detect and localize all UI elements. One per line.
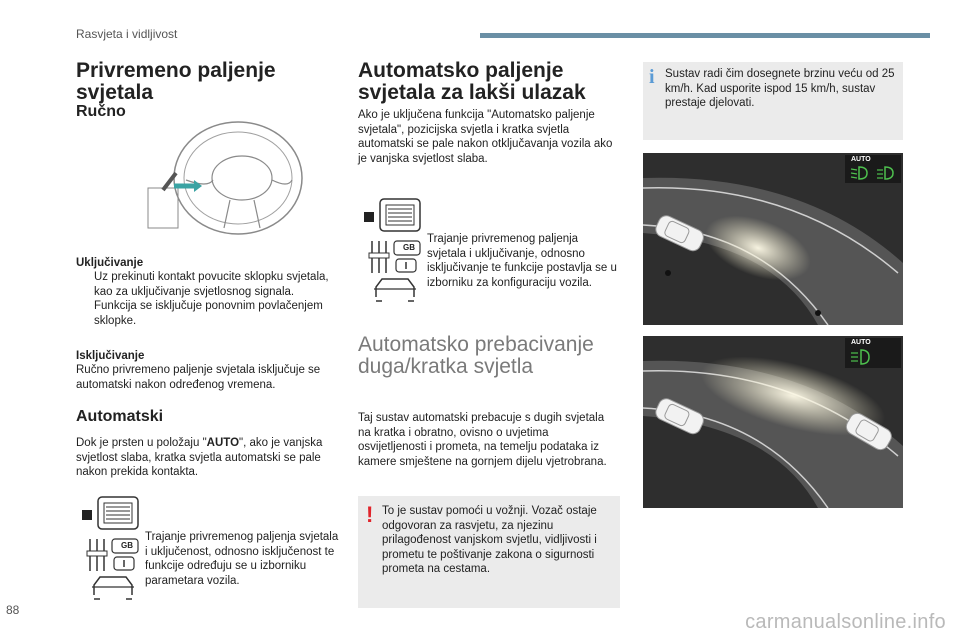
auto-badge bbox=[845, 338, 901, 368]
middle-icon-note: Trajanje privremenog paljenja svjetala i uključivanje, odnosno isključivanje te funkcije postavlja se u izborniku za konfiguraciju vozila. bbox=[427, 233, 617, 289]
warning-icon: ! bbox=[366, 502, 374, 527]
auto-heading: Automatski bbox=[76, 408, 164, 425]
watermark: carmanualsonline.info bbox=[745, 611, 946, 633]
info-box bbox=[643, 62, 903, 140]
config-icons bbox=[362, 197, 424, 307]
list-item: Uz prekinuti kontakt povucite sklopku svjetala, kao za uključivanje svjetlosnog signala. bbox=[94, 271, 329, 298]
middle-title: Automatsko paljenje svjetala za lakši ulazak bbox=[358, 59, 586, 104]
gb-label: GB bbox=[121, 541, 133, 550]
on-list bbox=[76, 270, 346, 328]
page-number: 88 bbox=[6, 603, 20, 617]
high-beam-icon bbox=[849, 347, 871, 367]
off-text: Ručno privremeno paljenje svjetala isključuje se automatski nakon određenog vremena. bbox=[76, 364, 321, 391]
info-icon: i bbox=[649, 66, 655, 88]
config-icons bbox=[80, 495, 142, 605]
switch-title: Automatsko prebacivanje duga/kratka svjetla bbox=[358, 333, 594, 378]
auto-badge-label: AUTO bbox=[851, 339, 871, 346]
info-text: Sustav radi čim dosegnete brzinu veću od 25 km/h. Kad usporite ispod 15 km/h, sustav prestaje djelovati. bbox=[665, 68, 895, 109]
low-beam-icon bbox=[849, 164, 899, 182]
section-title: Rasvjeta i vidljivost bbox=[76, 27, 178, 41]
warning-text: To je sustav pomoći u vožnji. Vozač ostaje odgovoran za rasvjetu, za njezinu prilagođenost vanjskom svjetlu, vidljivosti i prometu te poštivanje zakona o sigurnosti prometa na cestama. bbox=[382, 505, 597, 575]
switch-text: Taj sustav automatski prebacuje s dugih svjetala na kratka i obratno, ovisno o uvjetima osvijetljenosti i prometa, na temelju podataka iz kamere smještene na gornjem dijelu vjetrobrana. bbox=[358, 412, 607, 468]
gb-label: GB bbox=[403, 243, 415, 252]
high-beam-illustration bbox=[643, 336, 903, 508]
off-label: Isključivanje bbox=[76, 350, 145, 362]
auto-icon-note: Trajanje privremenog paljenja svjetala i uključenost, odnosno isključenost te funkcije određuju se u izborniku parametara vozila. bbox=[145, 531, 339, 587]
list-item: Funkcija se isključuje ponovnim povlačenjem sklopke. bbox=[94, 300, 323, 327]
middle-text: Ako je uključena funkcija "Automatsko paljenje svjetala", pozicijska svjetla i kratka svjetla automatski se pale nakon otključavanja vozila ako je vanjska svjetlost slaba. bbox=[358, 109, 613, 165]
display-screen-icon bbox=[364, 199, 420, 231]
steering-wheel-illustration bbox=[138, 118, 306, 243]
auto-text: Dok je prsten u položaju "AUTO", ako je vanjska svjetlost slaba, kratka svjetla automatski se pale nakon prekida kontakta. bbox=[76, 437, 323, 478]
warning-box bbox=[358, 496, 620, 608]
left-title: Privremeno paljenje svjetala bbox=[76, 59, 276, 104]
steering-wheel-icon bbox=[138, 118, 306, 243]
car-icon bbox=[374, 279, 416, 301]
display-screen-icon bbox=[82, 497, 138, 529]
on-label: Uključivanje bbox=[76, 257, 144, 269]
header-bar bbox=[480, 33, 930, 38]
auto-badge bbox=[845, 155, 901, 183]
auto-badge-label: AUTO bbox=[851, 156, 871, 163]
low-beam-illustration bbox=[643, 153, 903, 325]
car-icon bbox=[92, 577, 134, 599]
manual-heading: Ručno bbox=[76, 103, 126, 120]
